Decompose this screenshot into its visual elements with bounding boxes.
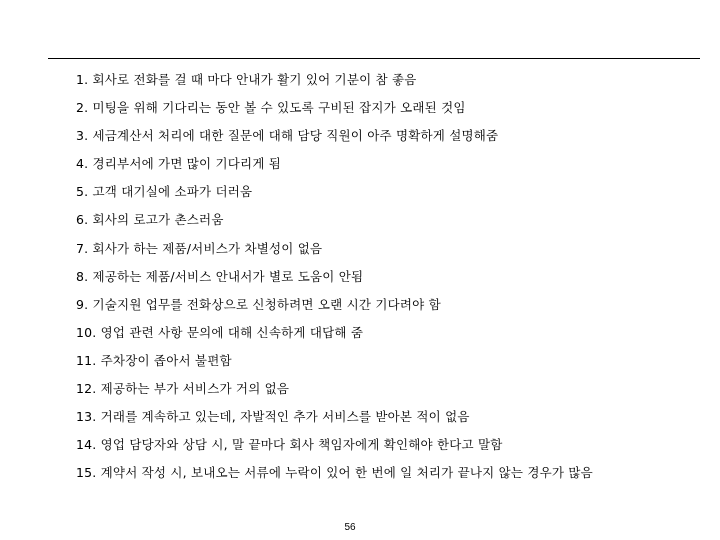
list-item: 14. 영업 담당자와 상담 시, 말 끝마다 회사 책임자에게 확인해야 한다고 말함 [76, 437, 503, 453]
list-item: 4. 경리부서에 가면 많이 기다리게 됨 [76, 156, 282, 172]
list-item: 9. 기술지원 업무를 전화상으로 신청하려면 오랜 시간 기다려야 함 [76, 296, 441, 312]
list-item: 12. 제공하는 부가 서비스가 거의 없음 [76, 381, 290, 397]
list-item: 7. 회사가 하는 제품/서비스가 차별성이 없음 [76, 240, 323, 256]
list-item: 5. 고객 대기실에 소파가 더러움 [76, 184, 253, 200]
header-rule [48, 58, 700, 59]
list-item: 2. 미팅을 위해 기다리는 동안 볼 수 있도록 구비된 잡지가 오래된 것임 [76, 100, 466, 116]
list-item: 10. 영업 관련 사항 문의에 대해 신속하게 대답해 줌 [76, 324, 364, 340]
list-item: 1. 회사로 전화를 걸 때 마다 안내가 활기 있어 기분이 참 좋음 [76, 72, 417, 87]
list-item: 15. 계약서 작성 시, 보내오는 서류에 누락이 있어 한 번에 일 처리가 끝나지 않는 경우가 많음 [76, 465, 593, 481]
list-item: 13. 거래를 계속하고 있는데, 자발적인 추가 서비스를 받아본 적이 없음 [76, 409, 470, 425]
statement-list [76, 66, 706, 487]
list-item: 8. 제공하는 제품/서비스 안내서가 별로 도움이 안됨 [76, 268, 364, 284]
page-number: 56 [344, 522, 356, 533]
list-item: 3. 세금계산서 처리에 대한 질문에 대해 담당 직원이 아주 명확하게 설명해줌 [76, 128, 499, 144]
list-item: 6. 회사의 로고가 촌스러움 [76, 212, 224, 228]
list-item: 11. 주차장이 좁아서 불편함 [76, 352, 232, 368]
